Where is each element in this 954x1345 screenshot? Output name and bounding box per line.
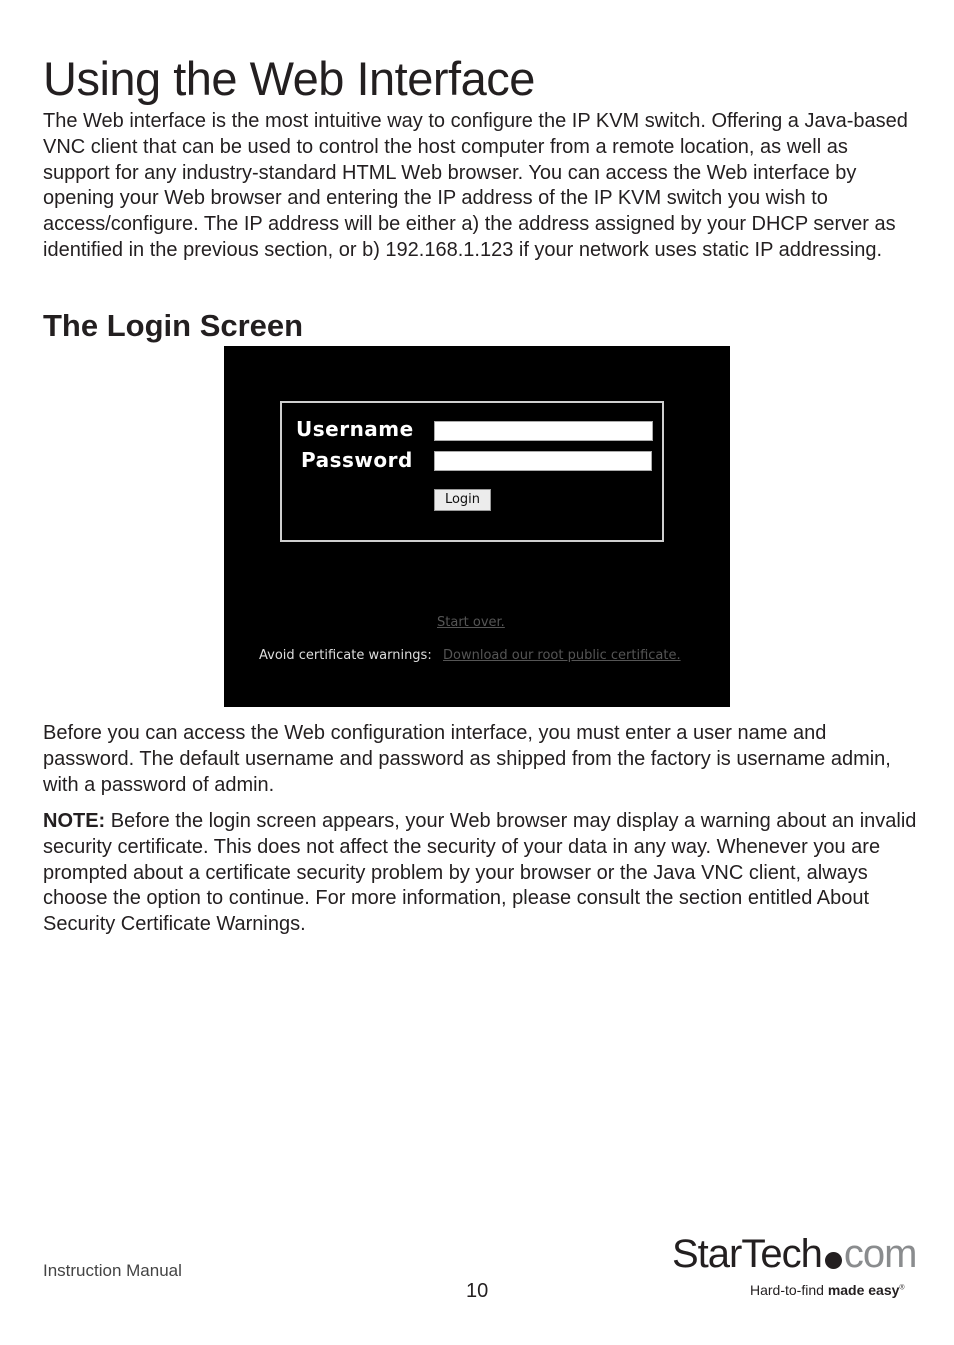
- logo-com-text: com: [843, 1232, 917, 1276]
- login-instructions-paragraph: Before you can access the Web configuration interface, you must enter a user name and password. The default username and password as shipped from the factory is username admin, with a password of admin.: [43, 722, 891, 796]
- intro-paragraph: The Web interface is the most intuitive way to configure the IP KVM switch. Offering a Java-based VNC client that can be used to control the host computer from a remote location, as well as support for any industry-standard HTML Web browser. You can access the Web interface by opening your Web browser and entering the IP address of the IP KVM switch you wish to access/configure. The IP address will be either a) the address assigned by your DHCP server as identified in the previous section, or b) 192.168.1.123 if your network uses static IP addressing.: [43, 110, 908, 261]
- page-number: 10: [466, 1280, 489, 1302]
- note-paragraph: [43, 809, 919, 938]
- login-button[interactable]: Login: [434, 489, 491, 511]
- page-title: Using the Web Interface: [43, 52, 535, 105]
- login-box: [280, 401, 664, 542]
- start-over-link[interactable]: Start over.: [437, 615, 505, 630]
- logo-dot-icon: [825, 1252, 842, 1269]
- footer-manual-label: Instruction Manual: [43, 1261, 182, 1280]
- username-field[interactable]: [434, 421, 653, 441]
- password-field[interactable]: [434, 451, 652, 471]
- registered-mark: ®: [899, 1284, 905, 1292]
- certificate-download-link[interactable]: Download our root public certificate.: [443, 648, 681, 663]
- tagline-plain: Hard-to-find: [750, 1282, 828, 1298]
- logo-main-text: StarTech: [672, 1232, 822, 1276]
- logo-tagline: [750, 1282, 905, 1298]
- note-text: Before the login screen appears, your Web browser may display a warning about an invalid security certificate. This does not affect the security of your data in any way. Whenever you are prompted about a certificate security problem by your browser or the Java VNC client, always choose the option to continue. For more information, please consult the section entitled About Security Certificate Warnings.: [43, 810, 917, 936]
- avoid-certificate-label: Avoid certificate warnings:: [259, 648, 432, 663]
- note-label: NOTE:: [43, 810, 106, 832]
- tagline-bold: made easy: [827, 1282, 900, 1298]
- username-label: Username: [296, 417, 414, 441]
- login-screenshot: [224, 346, 730, 707]
- password-label: Password: [301, 448, 413, 472]
- section-title: The Login Screen: [43, 308, 304, 343]
- startech-logo: [672, 1230, 916, 1278]
